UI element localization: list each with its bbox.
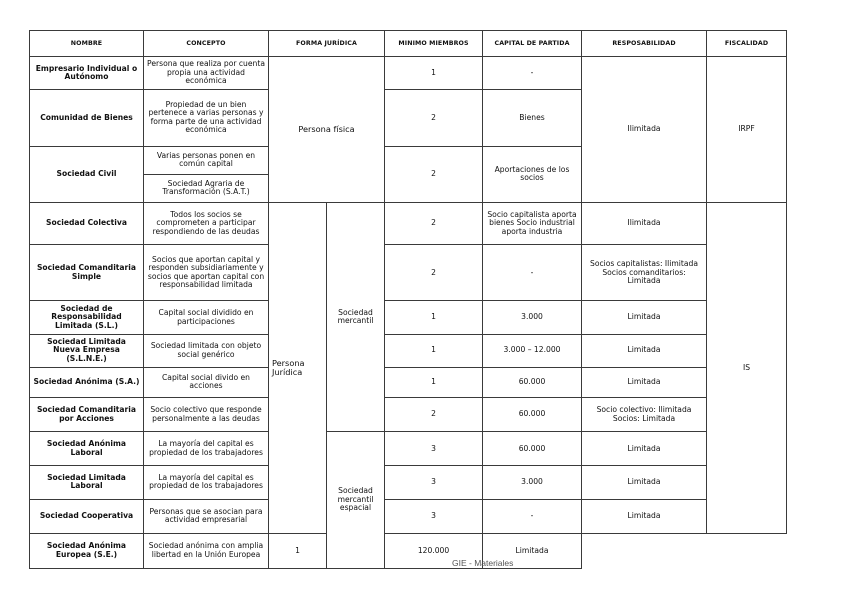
row-nombre: Sociedad Anónima Laboral [30, 432, 144, 466]
row-capital: Aportaciones de los socios [483, 146, 582, 202]
row-minimo: 1 [385, 301, 483, 334]
table-row [30, 397, 787, 431]
row-capital: Bienes [483, 90, 582, 146]
row-concepto: Capital social dividido en participaciones [144, 301, 269, 334]
table-row [30, 466, 787, 499]
forma-persona-fisica: Persona física [269, 57, 385, 203]
row-nombre: Sociedad Comanditaria Simple [30, 245, 144, 301]
row-concepto: Sociedad anónima con amplia libertad en la Unión Europea [144, 533, 269, 568]
row-minimo: 1 [269, 533, 327, 568]
table-row [30, 533, 787, 568]
row-concepto: Sociedad limitada con objeto social genérico [144, 334, 269, 367]
row-concepto: Todos los socios se comprometen a participar respondiendo de las deudas [144, 202, 269, 244]
footer-text: GIE - Materiales [452, 558, 514, 568]
table-row [30, 301, 787, 334]
row-minimo: 2 [385, 90, 483, 146]
row-capital: 3.000 – 12.000 [483, 334, 582, 367]
row-nombre: Sociedad Colectiva [30, 202, 144, 244]
row-responsabilidad: Limitada [582, 301, 707, 334]
row-capital: 60.000 [483, 397, 582, 431]
row-nombre: Sociedad de Responsabilidad Limitada (S.L.) [30, 301, 144, 334]
table-row [30, 245, 787, 301]
row-responsabilidad: Limitada [582, 334, 707, 367]
row-concepto: Personas que se asocian para actividad empresarial [144, 499, 269, 533]
row-capital: 60.000 [483, 432, 582, 466]
row-minimo: 2 [385, 397, 483, 431]
row-nombre: Sociedad Comanditaria por Acciones [30, 397, 144, 431]
row-concepto-sat: Sociedad Agraria de Transformación (S.A.T.) [144, 174, 269, 202]
row-responsabilidad: Limitada [582, 367, 707, 397]
row-minimo: 1 [385, 57, 483, 90]
table-row [30, 499, 787, 533]
row-responsabilidad: Socio colectivo: Ilimitada Socios: Limitada [582, 397, 707, 431]
header-capital: CAPITAL DE PARTIDA [483, 31, 582, 57]
fiscalidad-irpf: IRPF [707, 57, 787, 203]
table-row [30, 202, 787, 244]
row-concepto: La mayoría del capital es propiedad de los trabajadores [144, 466, 269, 499]
row-capital: - [483, 57, 582, 90]
header-nombre: NOMBRE [30, 31, 144, 57]
row-minimo: 1 [385, 334, 483, 367]
row-capital: - [483, 499, 582, 533]
row-nombre: Sociedad Limitada Nueva Empresa (S.L.N.E.) [30, 334, 144, 367]
header-responsabilidad: RESPOSABILIDAD [582, 31, 707, 57]
row-nombre: Sociedad Limitada Laboral [30, 466, 144, 499]
row-nombre: Sociedad Anónima Europea (S.E.) [30, 533, 144, 568]
row-minimo: 3 [385, 499, 483, 533]
row-capital: 60.000 [483, 367, 582, 397]
row-nombre: Empresario Individual o Autónomo [30, 57, 144, 90]
table-row [30, 334, 787, 367]
row-minimo: 2 [385, 245, 483, 301]
row-minimo: 1 [385, 367, 483, 397]
row-nombre: Comunidad de Bienes [30, 90, 144, 146]
legal-forms-table [29, 30, 787, 569]
row-minimo: 2 [385, 146, 483, 202]
fiscalidad-is: IS [707, 202, 787, 533]
forma-sociedad-mercantil: Sociedad mercantil [327, 202, 385, 431]
row-responsabilidad: Socios capitalistas: Ilimitada Socios comanditarios: Limitada [582, 245, 707, 301]
row-capital: 3.000 [483, 466, 582, 499]
row-responsabilidad: Limitada [582, 466, 707, 499]
row-nombre: Sociedad Anónima (S.A.) [30, 367, 144, 397]
row-capital: Socio capitalista aporta bienes Socio industrial aporta industria [483, 202, 582, 244]
row-nombre: Sociedad Cooperativa [30, 499, 144, 533]
table-row [30, 57, 787, 90]
row-capital: 3.000 [483, 301, 582, 334]
row-concepto: Capital social divido en acciones [144, 367, 269, 397]
header-forma-juridica: FORMA JURÍDICA [269, 31, 385, 57]
row-concepto: Persona que realiza por cuenta propia una actividad económica [144, 57, 269, 90]
row-responsabilidad: Limitada [483, 533, 582, 568]
forma-persona-juridica: Persona Jurídica [269, 202, 327, 533]
row-responsabilidad: Limitada [582, 499, 707, 533]
header-row [30, 31, 787, 57]
table-row [30, 367, 787, 397]
row-nombre: Sociedad Civil [30, 146, 144, 202]
header-minimo-miembros: MINIMO MIEMBROS [385, 31, 483, 57]
forma-sociedad-mercantil-espacial: Sociedad mercantil espacial [327, 432, 385, 569]
table-row [30, 432, 787, 466]
row-responsabilidad: Limitada [582, 432, 707, 466]
header-concepto: CONCEPTO [144, 31, 269, 57]
row-concepto: Socios que aportan capital y responden subsidiariamente y socios que aportan capital con responsabilidad limitada [144, 245, 269, 301]
row-concepto: La mayoría del capital es propiedad de los trabajadores [144, 432, 269, 466]
row-capital: - [483, 245, 582, 301]
row-concepto: Varias personas ponen en común capital [144, 146, 269, 174]
row-responsabilidad: Ilimitada [582, 202, 707, 244]
responsabilidad-ilimitada: Ilimitada [582, 57, 707, 203]
row-minimo: 3 [385, 466, 483, 499]
header-fiscalidad: FISCALIDAD [707, 31, 787, 57]
row-minimo: 3 [385, 432, 483, 466]
row-concepto: Propiedad de un bien pertenece a varias personas y forma parte de una actividad económica [144, 90, 269, 146]
row-minimo: 2 [385, 202, 483, 244]
row-concepto: Socio colectivo que responde personalmente a las deudas [144, 397, 269, 431]
row-capital: 120.000 [385, 533, 483, 568]
